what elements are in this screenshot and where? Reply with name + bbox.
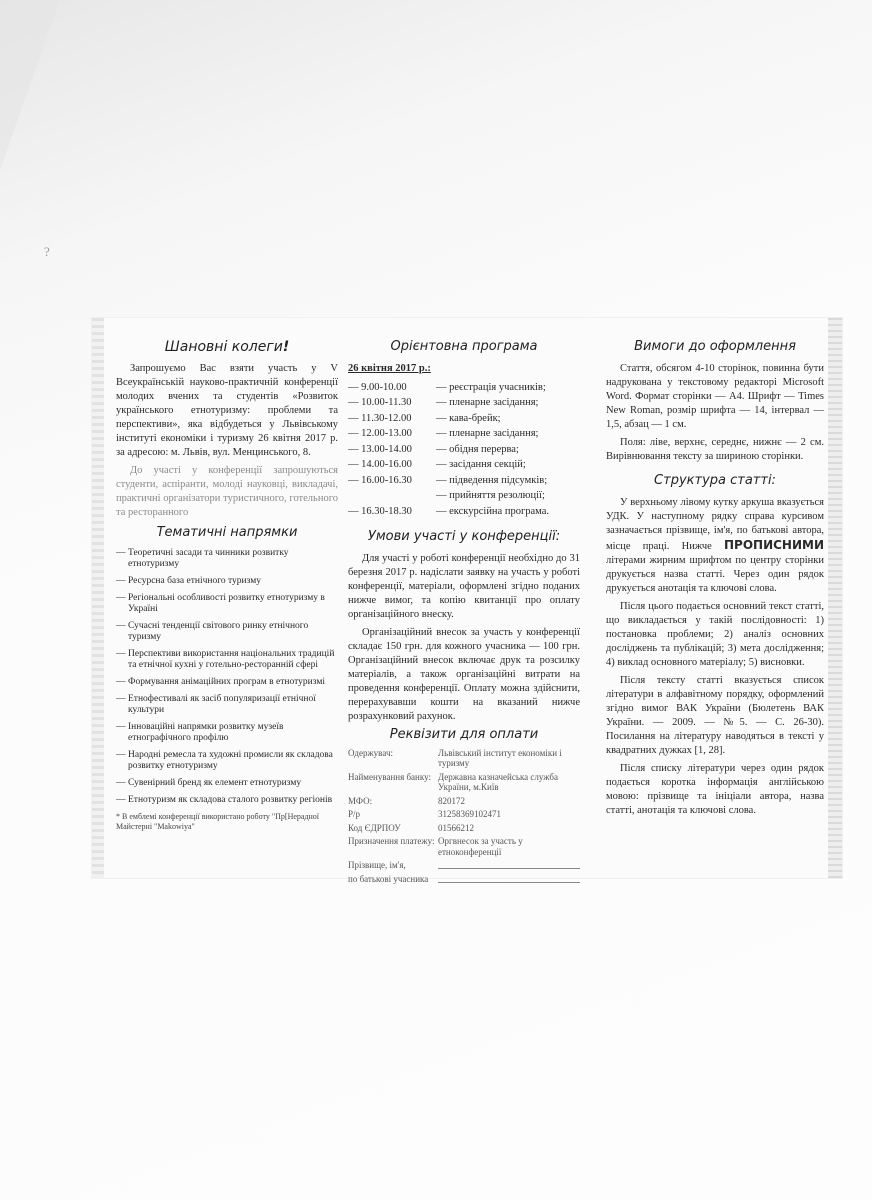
schedule-desc: — обідня перерва; [436, 443, 519, 455]
payment-row [348, 809, 580, 820]
requirements-paragraph-2: Поля: ліве, верхнє, середнє, нижнє — 2 см. Вирівнювання тексту за шириною сторінки. [606, 437, 824, 462]
schedule-desc: — пленарне засідання; [436, 397, 539, 409]
topic-dash: — [116, 750, 126, 760]
topic-dash: — [116, 548, 126, 558]
payment-row [348, 836, 580, 857]
topic-text: Етнофестивалі як засіб популяризації етнічної культури [128, 694, 316, 715]
topic-item [116, 576, 338, 587]
topic-item [116, 750, 338, 772]
payment-value: Оргвнесок за участь у етноконференції [438, 836, 523, 857]
schedule-row [348, 427, 580, 443]
payment-key: Призначення платежу: [348, 836, 435, 846]
topic-item [116, 694, 338, 716]
program-heading: Орієнтовна програма [390, 339, 538, 354]
structure-paragraph-4: Після списку літератури через один рядок подається коротка інформація англійською мовою: прізвище та ініціали автора, назва статті, анотація та ключові слова. [606, 763, 824, 816]
topic-item [116, 649, 338, 671]
schedule-desc: — підведення підсумків; [436, 474, 548, 486]
payment-value [438, 860, 580, 871]
payment-key: по батькові учасника [348, 874, 429, 884]
payment-value: 01566212 [438, 822, 474, 833]
structure-paragraph-3: Після тексту статті вказується список літератури в алфавітному порядку, оформлений згідно вимог ВАК України (Бюлетень ВАК України. — 2009. — №5. — С. 26-30). Посилання на літературу наводяться в тексті у квадратних дужках [1, 28]. [606, 675, 824, 756]
topic-text: Етнотуризм як складова сталого розвитку регіонів [128, 795, 333, 805]
structure-paragraph-1 [606, 496, 824, 596]
payment-value: Державна казначейська служба України, м.Київ [438, 771, 558, 792]
topic-item [116, 548, 338, 570]
intro-paragraph: Запрошуємо Вас взяти участь у V Всеукраїнській науково-практичній конференції молодих вчених та студентів «Розвиток українського етнотуризму: проблеми та перспективи», яка відбудеться у Львівському інституті економіки і туризму 26 квітня 2017 р. за адресою: м. Львів, вул. Менцинського, 8. [116, 363, 338, 458]
folded-corner [0, 0, 60, 170]
column-requirements [606, 340, 824, 822]
payment-row [348, 796, 580, 807]
schedule-time: — 11.30-12.00 [348, 412, 412, 424]
topic-dash: — [116, 649, 126, 659]
audience-paragraph: До участі у конференції запрошуються студенти, аспіранти, молоді науковці, викладачі, практичні організатори туристичного, готельного та ресторанного [116, 465, 338, 518]
topic-text: Народні ремесла та художні промисли як складова розвитку етнотуризму [128, 750, 333, 771]
scan-edge-right [828, 318, 842, 878]
structure-caps-word: ПРОПИСНИМИ [723, 538, 824, 552]
payment-key: Найменування банку: [348, 771, 431, 782]
payment-value [438, 874, 580, 885]
topic-dash: — [116, 677, 126, 687]
topics-list [116, 548, 338, 806]
structure-text-a: У верхньому лівому кутку аркуша вказується УДК. У наступному рядку справа курсивом зазначається прізвище, ім'я, по батькові автора, місце праці. Нижче [606, 497, 824, 552]
schedule-desc: — реєстрація учасників; [436, 381, 546, 393]
topic-text: Ресурсна база етнічного туризму [128, 576, 261, 586]
payment-row [348, 748, 580, 769]
schedule-desc: — пленарне засідання; [436, 428, 539, 440]
topic-item [116, 593, 338, 615]
payment-key: Код ЄДРПОУ [348, 822, 401, 833]
payment-row [348, 823, 580, 834]
requirements-heading: Вимоги до оформлення [634, 339, 796, 354]
topic-text: Сувенірний бренд як елемент етнотуризму [128, 778, 302, 788]
topic-dash: — [116, 722, 126, 732]
topic-dash: — [116, 593, 126, 603]
schedule-desc: — прийняття резолюції; [436, 490, 545, 502]
schedule-row [348, 442, 580, 458]
schedule-time: — 13.00-14.00 [348, 443, 412, 455]
schedule-row [348, 489, 580, 505]
scan-edge-left [92, 318, 104, 878]
payment-key: МФО: [348, 795, 373, 806]
topic-item [116, 621, 338, 643]
schedule-time: — 16.30-18.30 [348, 505, 412, 517]
topic-dash: — [116, 576, 126, 586]
schedule-time: — 16.00-16.30 [348, 474, 412, 486]
schedule-row [348, 396, 580, 412]
schedule-time: — 12.00-13.00 [348, 428, 412, 440]
payment-value: Львівський інститут економіки і туризму [438, 747, 562, 768]
greeting-title: Шановні колеги [164, 339, 283, 355]
footnote: * В емблемі конференції використано роботу "Пр[Нерадної Майстерні "Makowiya" [116, 812, 320, 831]
payment-heading: Реквізити для оплати [389, 726, 539, 742]
schedule-desc: — кава-брейк; [436, 412, 501, 424]
greeting-heading [116, 340, 338, 354]
topics-heading: Тематичні напрямки [156, 525, 298, 540]
topic-dash: — [116, 795, 126, 805]
structure-text-b: літерами жирним шрифтом по центру сторінки друкується назва статті. Через один рядок друкується анотація та ключові слова. [606, 555, 824, 594]
payment-key: Прізвище, ім'я, [348, 860, 406, 870]
schedule-time: — 9.00-10.00 [348, 381, 407, 393]
column-greeting [116, 340, 338, 832]
topic-text: Формування анімаційних програм в етнотуризмі [128, 677, 325, 687]
topic-item [116, 722, 338, 744]
topic-text: Регіональні особливості розвитку етнотуризму в Україні [128, 593, 325, 614]
schedule-row [348, 504, 580, 520]
schedule-list [348, 380, 580, 520]
topic-text: Сучасні тенденції світового ринку етнічного туризму [128, 621, 309, 642]
conference-leaflet [92, 318, 842, 884]
schedule-row [348, 458, 580, 474]
conditions-paragraph-1: Для участі у роботі конференції необхідно до 31 березня 2017 р. надіслати заявку на участь у роботі конференції, матеріали, оформлені згідно поданих нижче вимог, та копію квитанції про оплату організаційного внеску. [348, 552, 580, 620]
program-date: 26 квітня 2017 р.: [348, 363, 431, 374]
conditions-paragraph-2: Організаційний внесок за участь у конференції складає 150 грн. для кожного учасника — 100 грн. Організаційний внесок включає друк та розсилку матеріалів, а також організаційні витрати на проведення конференції. Оплату можна здійснити, перерахувавши кошти на вказаний нижче розрахунковий рахунок. [348, 626, 580, 722]
payment-value: 31258369102471 [438, 809, 501, 819]
greeting-title-mark: ! [282, 339, 290, 355]
payment-row [348, 874, 580, 885]
payment-details [348, 748, 580, 886]
schedule-row [348, 473, 580, 489]
schedule-row [348, 380, 580, 396]
structure-heading: Структура статті: [654, 473, 776, 488]
payment-value: 820172 [438, 795, 465, 806]
payment-key: Одержувач: [348, 747, 393, 758]
column-program [348, 340, 580, 888]
topic-item [116, 795, 338, 806]
payment-row [348, 772, 580, 793]
topic-item [116, 778, 338, 789]
page-mark: ? [44, 244, 50, 259]
topic-text: Інноваційні напрямки розвитку музеїв етнографічного профілю [128, 722, 284, 743]
schedule-desc: — засідання секцій; [436, 459, 526, 471]
payment-key: Р/р [348, 809, 361, 819]
topic-dash: — [116, 621, 126, 631]
structure-paragraph-2: Після цього подається основний текст статті, що викладається у такій послідовності: 1) постановка проблеми; 2) аналіз основних досліджень та публікацій; 3) мета дослідження; 4) виклад основного матеріалу; 5) висновки. [606, 601, 824, 668]
topic-item [116, 677, 338, 688]
schedule-desc: — екскурсійна програма. [436, 505, 550, 517]
payment-row [348, 860, 580, 871]
schedule-time: — 14.00-16.00 [348, 459, 412, 471]
requirements-paragraph-1: Стаття, обсягом 4-10 сторінок, повинна бути надрукована у текстовому редакторі Microsoft Word. Формат сторінки — А4. Шрифт — Times New Roman, розмір шрифта — 14, інтервал — 1,5, абзац — 1 см. [606, 363, 824, 430]
topic-dash: — [116, 694, 126, 704]
topic-text: Перспективи використання національних традицій та етнічної кухні у готельно-ресторанній сфері [128, 649, 335, 670]
schedule-row [348, 411, 580, 427]
topic-dash: — [116, 778, 126, 788]
conditions-heading: Умови участі у конференції: [367, 528, 561, 544]
topic-text: Теоретичні засади та чинники розвитку етнотуризму [128, 548, 289, 569]
schedule-time: — 10.00-11.30 [348, 397, 412, 409]
